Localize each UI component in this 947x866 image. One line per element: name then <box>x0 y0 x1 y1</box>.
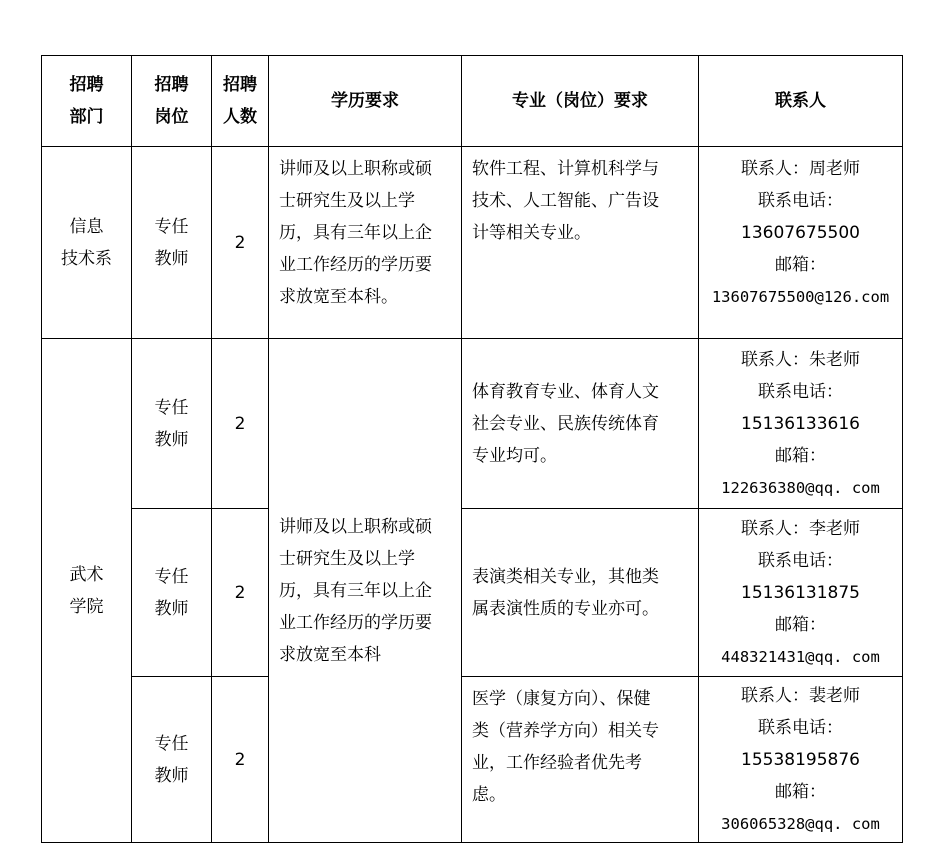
email-text: 13607675500@126.com <box>711 288 890 306</box>
post-cell: 专任 教师 <box>132 677 212 843</box>
num-cell: 2 <box>212 509 269 677</box>
contact-cell: 联系人：裴老师 联系电话： 15538195876 邮箱： 306065328@qq. com <box>699 677 903 843</box>
table-row <box>42 509 903 677</box>
major-cell: 软件工程、计算机科学与 技术、人工智能、广告设 计等相关专业。 <box>462 147 699 339</box>
table-row <box>42 147 903 339</box>
major-cell: 医学（康复方向）、保健 类（营养学方向）相关专 业，工作经验者优先考 虑。 <box>462 677 699 843</box>
post-cell: 专任 教师 <box>132 147 212 339</box>
header-dept: 招聘 部门 <box>42 56 132 147</box>
num-cell: 2 <box>212 339 269 509</box>
post-cell: 专任 教师 <box>132 339 212 509</box>
contact-cell: 联系人：李老师 联系电话： 15136131875 邮箱： 448321431@qq. com <box>699 509 903 677</box>
major-cell: 表演类相关专业，其他类 属表演性质的专业亦可。 <box>462 509 699 677</box>
num-cell: 2 <box>212 677 269 843</box>
email-text: 122636380@qq. com <box>721 478 880 497</box>
post-cell: 专任 教师 <box>132 509 212 677</box>
table-row <box>42 339 903 509</box>
num-cell: 2 <box>212 147 269 339</box>
table-row <box>42 677 903 843</box>
header-edu: 学历要求 <box>269 56 462 147</box>
header-num: 招聘 人数 <box>212 56 269 147</box>
contact-cell: 联系人：周老师 联系电话： 13607675500 邮箱： 13607675500@126.com <box>699 147 903 339</box>
header-row <box>42 56 903 147</box>
email-text: 448321431@qq. com <box>721 647 880 666</box>
header-major: 专业（岗位）要求 <box>462 56 699 147</box>
contact-cell: 联系人：朱老师 联系电话： 15136133616 邮箱： 122636380@qq. com <box>699 339 903 509</box>
email-text: 306065328@qq. com <box>721 814 880 833</box>
dept-cell: 武术 学院 <box>42 339 132 843</box>
recruitment-table <box>41 55 903 843</box>
edu-cell: 讲师及以上职称或硕 士研究生及以上学 历，具有三年以上企 业工作经历的学历要 求放宽至本科。 <box>269 147 462 339</box>
edu-cell: 讲师及以上职称或硕 士研究生及以上学 历，具有三年以上企 业工作经历的学历要 求放宽至本科 <box>269 339 462 843</box>
dept-cell: 信息 技术系 <box>42 147 132 339</box>
major-cell: 体育教育专业、体育人文 社会专业、民族传统体育 专业均可。 <box>462 339 699 509</box>
header-contact: 联系人 <box>699 56 903 147</box>
header-post: 招聘 岗位 <box>132 56 212 147</box>
